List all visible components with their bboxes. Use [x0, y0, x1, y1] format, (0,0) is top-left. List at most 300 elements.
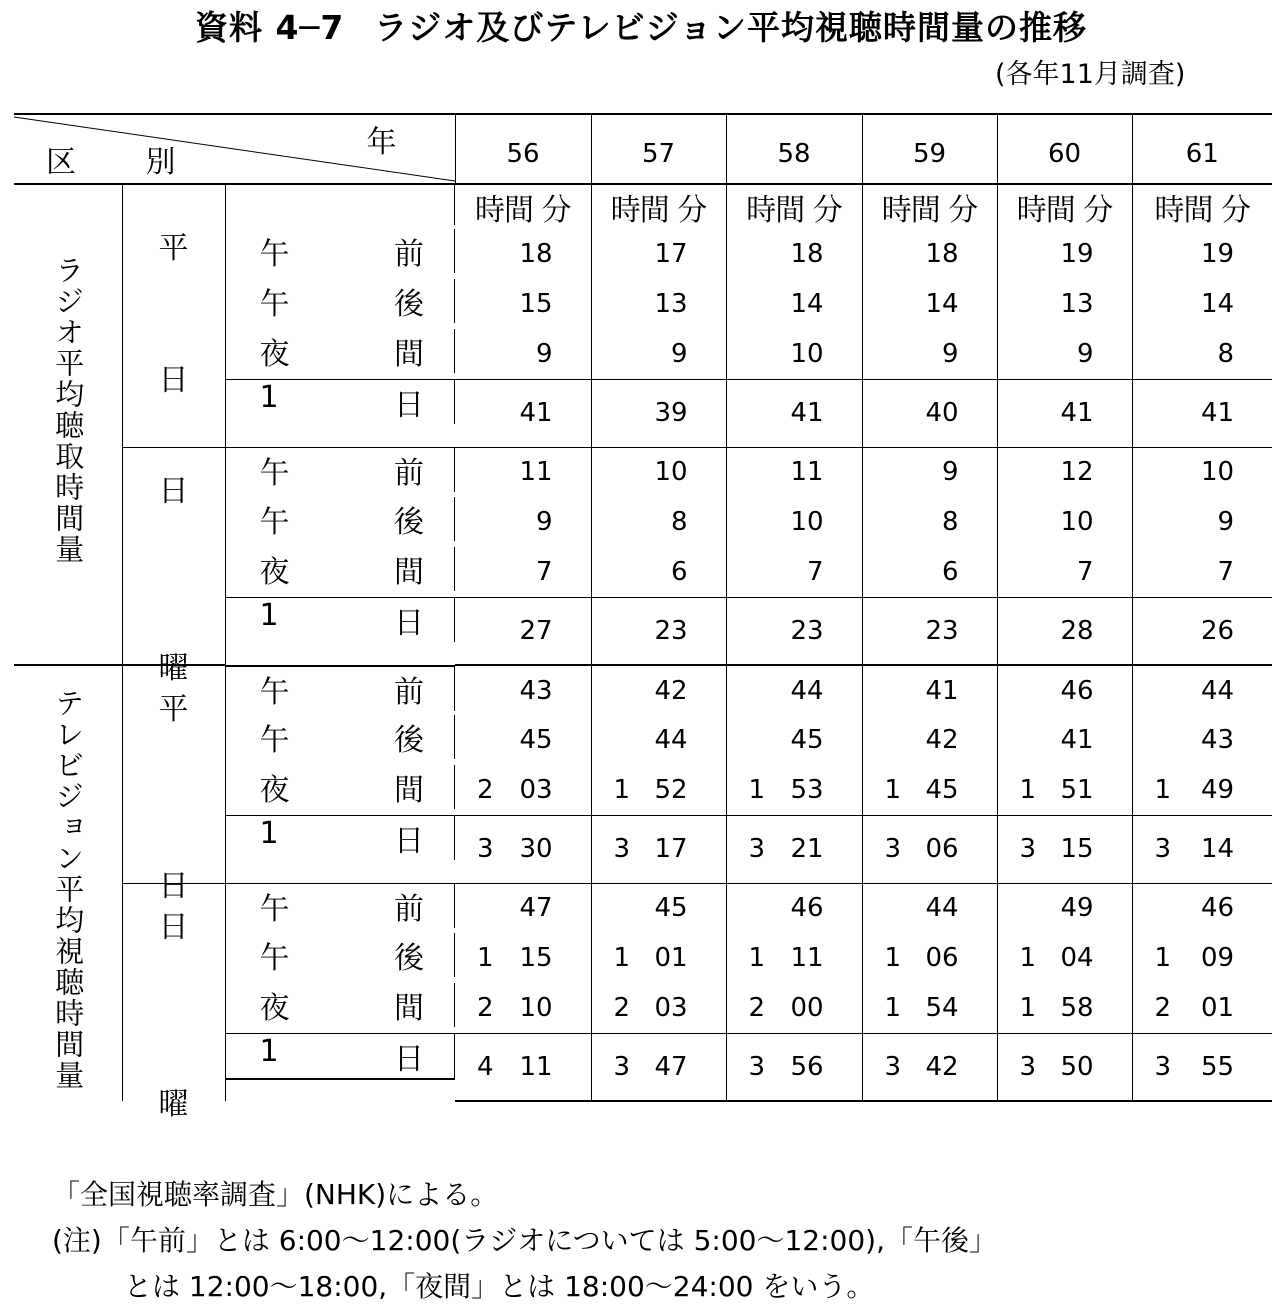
- value-hours: 2: [477, 992, 494, 1023]
- value-cell: [455, 765, 591, 815]
- value-cell: [997, 665, 1132, 715]
- group-label-top: 平: [158, 231, 189, 266]
- value-hours: 2: [477, 774, 494, 805]
- value-minutes: 10: [519, 992, 553, 1023]
- value-minutes: 01: [654, 943, 688, 973]
- value-hours: 3: [1154, 1051, 1172, 1082]
- note-definition-2: とは 12:00〜18:00,「夜間」とは 18:00〜24:00 をいう。: [124, 1270, 875, 1303]
- row-label: [226, 329, 456, 373]
- value-minutes: 13: [654, 289, 688, 319]
- value-minutes: 41: [1060, 398, 1094, 428]
- row-label-left: 1: [259, 1034, 279, 1069]
- value-minutes: 41: [1060, 725, 1094, 755]
- value-hours: 1: [748, 774, 766, 805]
- row-label: [226, 497, 456, 541]
- table-row: [14, 447, 1272, 497]
- value-hours: 3: [884, 834, 902, 864]
- value-minutes: 47: [519, 893, 553, 924]
- value-cell: [1132, 597, 1272, 665]
- value-cell: [997, 379, 1132, 447]
- value-cell: [455, 497, 591, 547]
- row-label-left: 午: [259, 456, 290, 491]
- row-label: [226, 933, 456, 977]
- group-label-cell: [122, 447, 225, 686]
- row-label-left: 1: [259, 380, 279, 415]
- value-cell: [591, 933, 726, 983]
- row-label-left: 午: [259, 287, 290, 322]
- group-label-top: 平: [158, 692, 189, 727]
- value-minutes: 26: [1200, 615, 1235, 646]
- row-label: [226, 279, 456, 323]
- value-hours: 1: [477, 943, 494, 973]
- value-cell: [455, 815, 591, 883]
- value-cell: [455, 983, 591, 1033]
- row-label-right: 間: [394, 773, 425, 808]
- value-minutes: 46: [790, 893, 824, 924]
- value-cell: [1132, 715, 1272, 765]
- value-cell: [455, 547, 591, 597]
- value-hours: 1: [613, 943, 631, 973]
- row-label-right: 日: [394, 388, 425, 423]
- year-label: 年: [366, 125, 397, 160]
- value-cell: [1132, 279, 1272, 329]
- group-label-cell: [122, 883, 225, 1122]
- value-minutes: 9: [1217, 507, 1235, 537]
- year-header: 58: [726, 114, 862, 184]
- value-minutes: 10: [790, 507, 824, 537]
- value-minutes: 23: [790, 615, 824, 646]
- value-minutes: 6: [941, 556, 959, 587]
- value-minutes: 46: [1200, 893, 1235, 924]
- value-minutes: 51: [1060, 774, 1094, 805]
- value-minutes: 41: [1200, 398, 1235, 428]
- value-minutes: 53: [790, 774, 824, 805]
- value-cell: [1132, 815, 1272, 883]
- value-cell: [1132, 497, 1272, 547]
- value-minutes: 44: [1200, 675, 1235, 706]
- value-cell: [997, 883, 1132, 933]
- value-minutes: 7: [806, 556, 824, 587]
- value-cell: [862, 279, 997, 329]
- subtitle: (各年11月調査): [995, 59, 1186, 90]
- value-hours: 1: [884, 774, 902, 805]
- value-cell: [455, 447, 591, 497]
- value-cell: [455, 229, 591, 279]
- value-minutes: 14: [1200, 834, 1235, 864]
- row-label-right: 日: [394, 1042, 425, 1077]
- value-cell: [997, 547, 1132, 597]
- value-minutes: 7: [1076, 556, 1094, 587]
- group-label-bottom: 曜: [158, 650, 189, 686]
- value-cell: [591, 765, 726, 815]
- unit-label: 時間 分: [1154, 193, 1251, 228]
- value-hours: 1: [1019, 774, 1037, 805]
- value-cell: [726, 933, 862, 983]
- value-cell: [862, 329, 997, 379]
- row-label-right: 日: [394, 824, 425, 859]
- value-cell: [726, 279, 862, 329]
- value-cell: [455, 715, 591, 765]
- value-cell: [455, 1033, 591, 1101]
- group-label-bottom: 日: [158, 363, 189, 398]
- unit-header: [1132, 184, 1272, 229]
- value-minutes: 9: [670, 338, 688, 369]
- value-cell: [455, 329, 591, 379]
- value-cell: [726, 229, 862, 279]
- value-cell: [862, 597, 997, 665]
- value-minutes: 10: [654, 457, 688, 488]
- value-minutes: 10: [1200, 457, 1235, 488]
- value-cell: [1132, 1033, 1272, 1101]
- value-cell: [591, 815, 726, 883]
- value-cell: [591, 597, 726, 665]
- note-definition-1: (注)「午前」とは 6:00〜12:00(ラジオについては 5:00〜12:00),「午後」: [52, 1224, 997, 1257]
- value-hours: 1: [748, 943, 766, 973]
- value-hours: 1: [1019, 943, 1037, 973]
- value-minutes: 43: [1200, 725, 1235, 755]
- value-cell: [591, 547, 726, 597]
- value-minutes: 54: [925, 992, 959, 1023]
- value-minutes: 44: [654, 725, 688, 755]
- value-cell: [862, 983, 997, 1033]
- value-minutes: 9: [941, 338, 959, 369]
- value-cell: [591, 1033, 726, 1101]
- section-label-cell: [14, 665, 122, 1101]
- title-text: ラジオ及びテレビジョン平均視聴時間量の推移: [374, 8, 1087, 47]
- row-label: [226, 883, 456, 928]
- value-cell: [862, 883, 997, 933]
- value-cell: [455, 597, 591, 665]
- value-cell: [862, 497, 997, 547]
- value-hours: 1: [1154, 943, 1172, 973]
- value-hours: 2: [613, 992, 631, 1023]
- row-label-left: 午: [259, 505, 290, 540]
- value-minutes: 44: [790, 675, 824, 706]
- value-minutes: 7: [535, 556, 553, 587]
- header-row: [14, 114, 1272, 184]
- value-cell: [1132, 379, 1272, 447]
- value-minutes: 03: [519, 774, 553, 805]
- row-label-left: 午: [259, 675, 290, 710]
- value-cell: [862, 665, 997, 715]
- value-minutes: 23: [654, 615, 688, 646]
- year-header: 61: [1132, 114, 1272, 184]
- value-minutes: 41: [925, 675, 959, 706]
- value-minutes: 10: [790, 338, 824, 369]
- row-label: [226, 815, 456, 860]
- value-hours: 2: [1154, 992, 1172, 1023]
- value-cell: [997, 447, 1132, 497]
- title-label: 資料 4─7: [195, 8, 345, 47]
- value-cell: [591, 497, 726, 547]
- value-minutes: 30: [519, 834, 553, 864]
- unit-label: 時間 分: [881, 193, 978, 228]
- value-cell: [1132, 447, 1272, 497]
- value-cell: [591, 229, 726, 279]
- row-label: [226, 983, 456, 1027]
- value-minutes: 28: [1060, 615, 1094, 646]
- value-cell: [862, 933, 997, 983]
- row-label-right: 間: [394, 991, 425, 1026]
- row-label: [226, 447, 456, 492]
- value-minutes: 9: [535, 338, 553, 369]
- value-cell: [455, 665, 591, 715]
- value-cell: [726, 883, 862, 933]
- value-minutes: 50: [1060, 1051, 1094, 1082]
- value-hours: 3: [1154, 834, 1172, 864]
- value-minutes: 56: [790, 1051, 824, 1082]
- value-minutes: 00: [790, 992, 824, 1023]
- value-cell: [591, 883, 726, 933]
- value-hours: 2: [748, 992, 766, 1023]
- value-cell: [862, 815, 997, 883]
- value-hours: 3: [884, 1051, 902, 1082]
- unit-label: 時間 分: [746, 193, 842, 228]
- value-cell: [591, 665, 726, 715]
- value-cell: [455, 883, 591, 933]
- unit-header: [455, 184, 591, 229]
- row-label: [226, 665, 456, 711]
- value-minutes: 06: [925, 834, 959, 864]
- value-minutes: 52: [654, 774, 688, 805]
- value-cell: [726, 1033, 862, 1101]
- value-minutes: 42: [925, 725, 959, 755]
- value-cell: [997, 715, 1132, 765]
- value-cell: [591, 715, 726, 765]
- value-cell: [997, 983, 1132, 1033]
- value-minutes: 41: [790, 398, 824, 428]
- row-label-right: 前: [394, 892, 425, 927]
- value-hours: 4: [477, 1051, 494, 1082]
- value-cell: [862, 379, 997, 447]
- value-cell: [997, 229, 1132, 279]
- page-title: [195, 2, 1095, 49]
- unit-header: [726, 184, 862, 229]
- group-label-top: 日: [158, 473, 189, 509]
- category-label: 区 別: [46, 145, 206, 180]
- value-minutes: 42: [654, 675, 688, 706]
- value-minutes: 23: [925, 615, 959, 646]
- value-minutes: 41: [519, 398, 553, 428]
- value-cell: [726, 815, 862, 883]
- row-label-right: 後: [394, 941, 425, 976]
- value-cell: [1132, 983, 1272, 1033]
- section-label: テレビジョン平均視聴時間量: [51, 688, 86, 1091]
- value-minutes: 46: [1060, 675, 1094, 706]
- value-minutes: 45: [925, 774, 959, 805]
- value-minutes: 7: [1217, 556, 1235, 587]
- group-label-bottom: 曜: [158, 1086, 189, 1122]
- value-minutes: 14: [790, 289, 824, 319]
- value-hours: 3: [748, 1051, 766, 1082]
- value-cell: [1132, 883, 1272, 933]
- value-minutes: 01: [1200, 992, 1235, 1023]
- value-cell: [997, 279, 1132, 329]
- value-hours: 3: [613, 1051, 631, 1082]
- value-cell: [726, 715, 862, 765]
- row-label-right: 後: [394, 723, 425, 758]
- value-cell: [997, 329, 1132, 379]
- value-minutes: 9: [535, 507, 553, 537]
- row-label-left: 午: [259, 892, 290, 927]
- value-minutes: 19: [1060, 239, 1094, 269]
- row-label-left: 1: [259, 816, 279, 851]
- unit-label: 時間 分: [1016, 193, 1113, 228]
- value-minutes: 14: [1200, 289, 1235, 319]
- value-minutes: 43: [519, 675, 553, 706]
- value-cell: [1132, 665, 1272, 715]
- value-hours: 1: [613, 774, 631, 805]
- row-label-left: 夜: [259, 773, 290, 808]
- value-minutes: 12: [1060, 457, 1094, 488]
- value-minutes: 8: [670, 507, 688, 537]
- value-hours: 1: [884, 992, 902, 1023]
- year-header: 59: [862, 114, 997, 184]
- value-cell: [726, 497, 862, 547]
- value-cell: [591, 279, 726, 329]
- value-minutes: 15: [1060, 834, 1094, 864]
- value-cell: [591, 447, 726, 497]
- row-label: [226, 715, 456, 759]
- value-minutes: 45: [654, 893, 688, 924]
- value-minutes: 42: [925, 1051, 959, 1082]
- value-cell: [997, 597, 1132, 665]
- value-minutes: 8: [941, 507, 959, 537]
- group-label-cell: [122, 665, 225, 904]
- value-minutes: 11: [790, 943, 824, 973]
- row-label-right: 前: [394, 675, 425, 710]
- value-cell: [862, 715, 997, 765]
- value-cell: [997, 497, 1132, 547]
- group-label-bottom: 日: [158, 869, 189, 904]
- value-hours: 3: [613, 834, 631, 864]
- value-minutes: 27: [519, 615, 553, 646]
- value-cell: [1132, 765, 1272, 815]
- value-cell: [726, 597, 862, 665]
- value-minutes: 14: [925, 289, 959, 319]
- value-cell: [862, 447, 997, 497]
- value-minutes: 9: [941, 457, 959, 488]
- row-label-right: 日: [394, 606, 425, 641]
- value-minutes: 45: [790, 725, 824, 755]
- value-cell: [726, 665, 862, 715]
- value-minutes: 55: [1200, 1051, 1235, 1082]
- value-cell: [726, 983, 862, 1033]
- value-minutes: 58: [1060, 992, 1094, 1023]
- unit-row: [14, 184, 1272, 229]
- row-label-right: 後: [394, 505, 425, 540]
- unit-spacer: [226, 185, 456, 225]
- value-minutes: 6: [670, 556, 688, 587]
- row-label: [226, 597, 456, 642]
- year-header: 56: [455, 114, 591, 184]
- note-source: 「全国視聴率調査」(NHK)による。: [52, 1178, 499, 1211]
- row-label-left: 午: [259, 237, 290, 272]
- row-label-left: 夜: [259, 337, 290, 372]
- value-hours: 1: [1019, 992, 1037, 1023]
- value-minutes: 09: [1200, 943, 1235, 973]
- value-cell: [1132, 547, 1272, 597]
- value-hours: 3: [1019, 1051, 1037, 1082]
- value-cell: [1132, 933, 1272, 983]
- value-minutes: 03: [654, 992, 688, 1023]
- value-minutes: 17: [654, 834, 688, 864]
- section-label-cell: [14, 184, 122, 665]
- value-hours: 3: [477, 834, 494, 864]
- value-minutes: 40: [925, 398, 959, 428]
- value-cell: [726, 329, 862, 379]
- value-minutes: 17: [654, 239, 688, 269]
- value-cell: [1132, 229, 1272, 279]
- section-label: ラジオ平均聴取時間量: [51, 255, 86, 565]
- value-minutes: 18: [925, 239, 959, 269]
- value-cell: [726, 447, 862, 497]
- unit-header: [591, 184, 726, 229]
- header-corner: [14, 114, 455, 184]
- table-row: [14, 665, 1272, 715]
- value-cell: [862, 1033, 997, 1101]
- unit-header: [997, 184, 1132, 229]
- value-cell: [862, 765, 997, 815]
- value-cell: [726, 547, 862, 597]
- value-cell: [591, 379, 726, 447]
- row-label: [226, 765, 456, 809]
- value-hours: 1: [1154, 774, 1172, 805]
- value-minutes: 15: [519, 289, 553, 319]
- value-cell: [997, 1033, 1132, 1101]
- value-minutes: 06: [925, 943, 959, 973]
- row-label-right: 後: [394, 287, 425, 322]
- row-label-left: 午: [259, 941, 290, 976]
- value-minutes: 18: [519, 239, 553, 269]
- row-label-left: 1: [259, 598, 279, 633]
- value-hours: 1: [884, 943, 902, 973]
- group-label-cell: [122, 184, 225, 447]
- value-minutes: 13: [1060, 289, 1094, 319]
- row-label-right: 前: [394, 237, 425, 272]
- value-minutes: 39: [654, 398, 688, 428]
- value-hours: 3: [1019, 834, 1037, 864]
- value-cell: [997, 933, 1132, 983]
- value-minutes: 49: [1060, 893, 1094, 924]
- value-cell: [591, 983, 726, 1033]
- row-label-left: 午: [259, 723, 290, 758]
- year-header: 60: [997, 114, 1132, 184]
- group-label-top: 日: [158, 909, 189, 945]
- value-cell: [726, 379, 862, 447]
- value-cell: [455, 279, 591, 329]
- row-label: [226, 229, 456, 273]
- value-cell: [997, 815, 1132, 883]
- value-cell: [862, 229, 997, 279]
- unit-label: 時間 分: [475, 193, 571, 228]
- row-label-left: 夜: [259, 555, 290, 590]
- data-table: [14, 113, 1272, 1122]
- value-minutes: 47: [654, 1051, 688, 1082]
- value-cell: [726, 765, 862, 815]
- value-minutes: 8: [1217, 338, 1235, 369]
- value-cell: [1132, 329, 1272, 379]
- row-label-right: 間: [394, 555, 425, 590]
- year-header: 57: [591, 114, 726, 184]
- value-minutes: 04: [1060, 943, 1094, 973]
- value-hours: 3: [748, 834, 766, 864]
- unit-label: 時間 分: [610, 193, 707, 228]
- notes: [52, 1172, 997, 1310]
- value-minutes: 11: [790, 457, 824, 488]
- row-label-right: 間: [394, 337, 425, 372]
- value-cell: [591, 329, 726, 379]
